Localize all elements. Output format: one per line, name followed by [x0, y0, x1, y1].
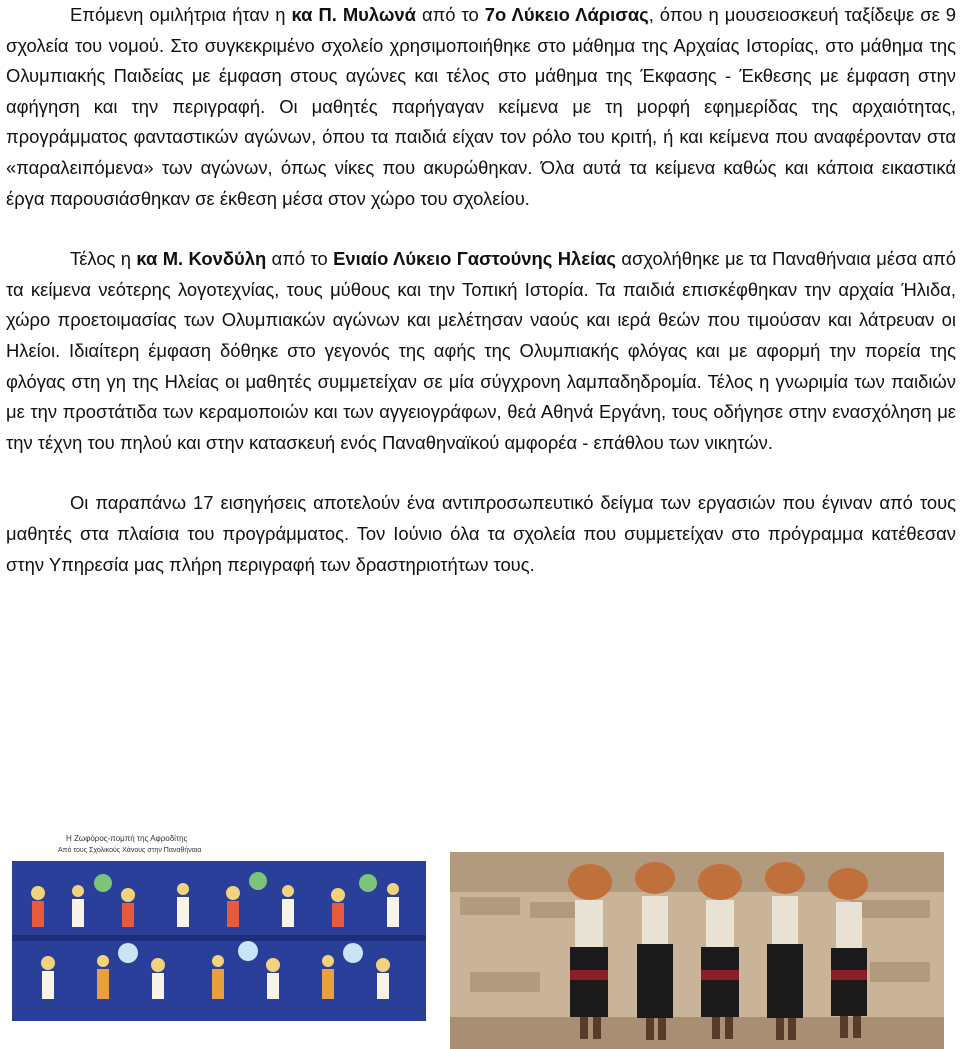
mural-photo [8, 823, 430, 1023]
paragraph-conclusion [6, 488, 956, 580]
text-run: Επόμενη ομιλήτρια ήταν η [70, 4, 292, 25]
mural-caption-line2: Από τους Σχολικούς Χάνους στην Παναθήναια [58, 847, 202, 854]
bold-text: κα Π. Μυλωνά [291, 4, 416, 25]
text-run: από το [415, 4, 485, 25]
mural-caption-line1: Η Ζωφόρος-πομπή της Αφροδίτης [66, 834, 188, 843]
document-page [6, 0, 956, 580]
bold-text: 7ο Λύκειο Λάρισας [484, 4, 649, 25]
procession-photo [450, 852, 944, 1049]
paragraph-mylona [6, 0, 956, 214]
mural-illustration [8, 823, 430, 1023]
text-run: Οι παραπάνω 17 εισηγήσεις αποτελούν ένα αντιπροσωπευτικό δείγμα των εργασιών που έγιναν από τους μαθητές στα πλαίσια του προγράμματος. Τον Ιούνιο όλα τα σχολεία που συμμετείχαν στο πρόγραμμα κατέθεσαν στην Υπηρεσία μας πλήρη περιγραφή των δραστηριοτήτων τους. [6, 492, 956, 575]
text-run: ασχολήθηκε με τα Παναθήναια μέσα από τα κείμενα νεότερης λογοτεχνίας, τους μύθους και την Τοπική Ιστορία. Τα παιδιά επισκέφθηκαν την αρχαία Ήλιδα, χώρο προετοιμασίας των Ολυμπιακών αγώνων και μελέτησαν ναούς και ιερά θεών που τιμούσαν και λάτρευαν οι Ηλείοι. Ιδιαίτερη έμφαση δόθηκε στο γεγονός της αφής της Ολυμπιακής φλόγας και με αφορμή την πορεία της φλόγας στη γη της Ηλείας οι μαθητές συμμετείχαν σε μία σύγχρονη λαμπαδηδρομία. Τέλος η γνωριμία των παιδιών με την προστάτιδα των κεραμοποιών και των αγγειογράφων, θεά Αθηνά Εργάνη, τους οδήγησε στην ενασχόληση με την τέχνη του πηλού και στην κατασκευή ενός Παναθηναϊκού αμφορέα - επάθλου των νικητών. [6, 248, 956, 453]
text-run: από το [266, 248, 334, 270]
procession-illustration [450, 852, 944, 1049]
bold-text: κα Μ. Κονδύλη [136, 248, 267, 270]
text-run: , όπου η μουσειοσκευή ταξίδεψε σε 9 σχολεία του νομού. Στο συγκεκριμένο σχολείο χρησιμοποιήθηκε στο μάθημα της Αρχαίας Ιστορίας, στο μάθημα της Ολυμπιακής Παιδείας με έμφαση στους αγώνες και τέλος στο μάθημα της Έκφασης - Έκθεσης με έμφαση στην αφήγηση και την περιγραφή. Οι μαθητές παρήγαγαν κείμενα με τη μορφή εφημερίδας της αρχαιότητας, προγράμματος φανταστικών αγώνων, όπου τα παιδιά είχαν τον ρόλο του κριτή, ή και κείμενα που αναφέρονταν στα «παραλειπόμενα» των αγώνων, όπως νίκες που ακυρώθηκαν. Όλα αυτά τα κείμενα καθώς και κάποια εικαστικά έργα παρουσιάσθηκαν σε έκθεση μέσα στον χώρο του σχολείου. [6, 4, 957, 209]
text-run: Τέλος η [70, 248, 137, 270]
bold-text: Ενιαίο Λύκειο Γαστούνης Ηλείας [333, 248, 616, 270]
paragraph-kondyli [6, 244, 956, 458]
